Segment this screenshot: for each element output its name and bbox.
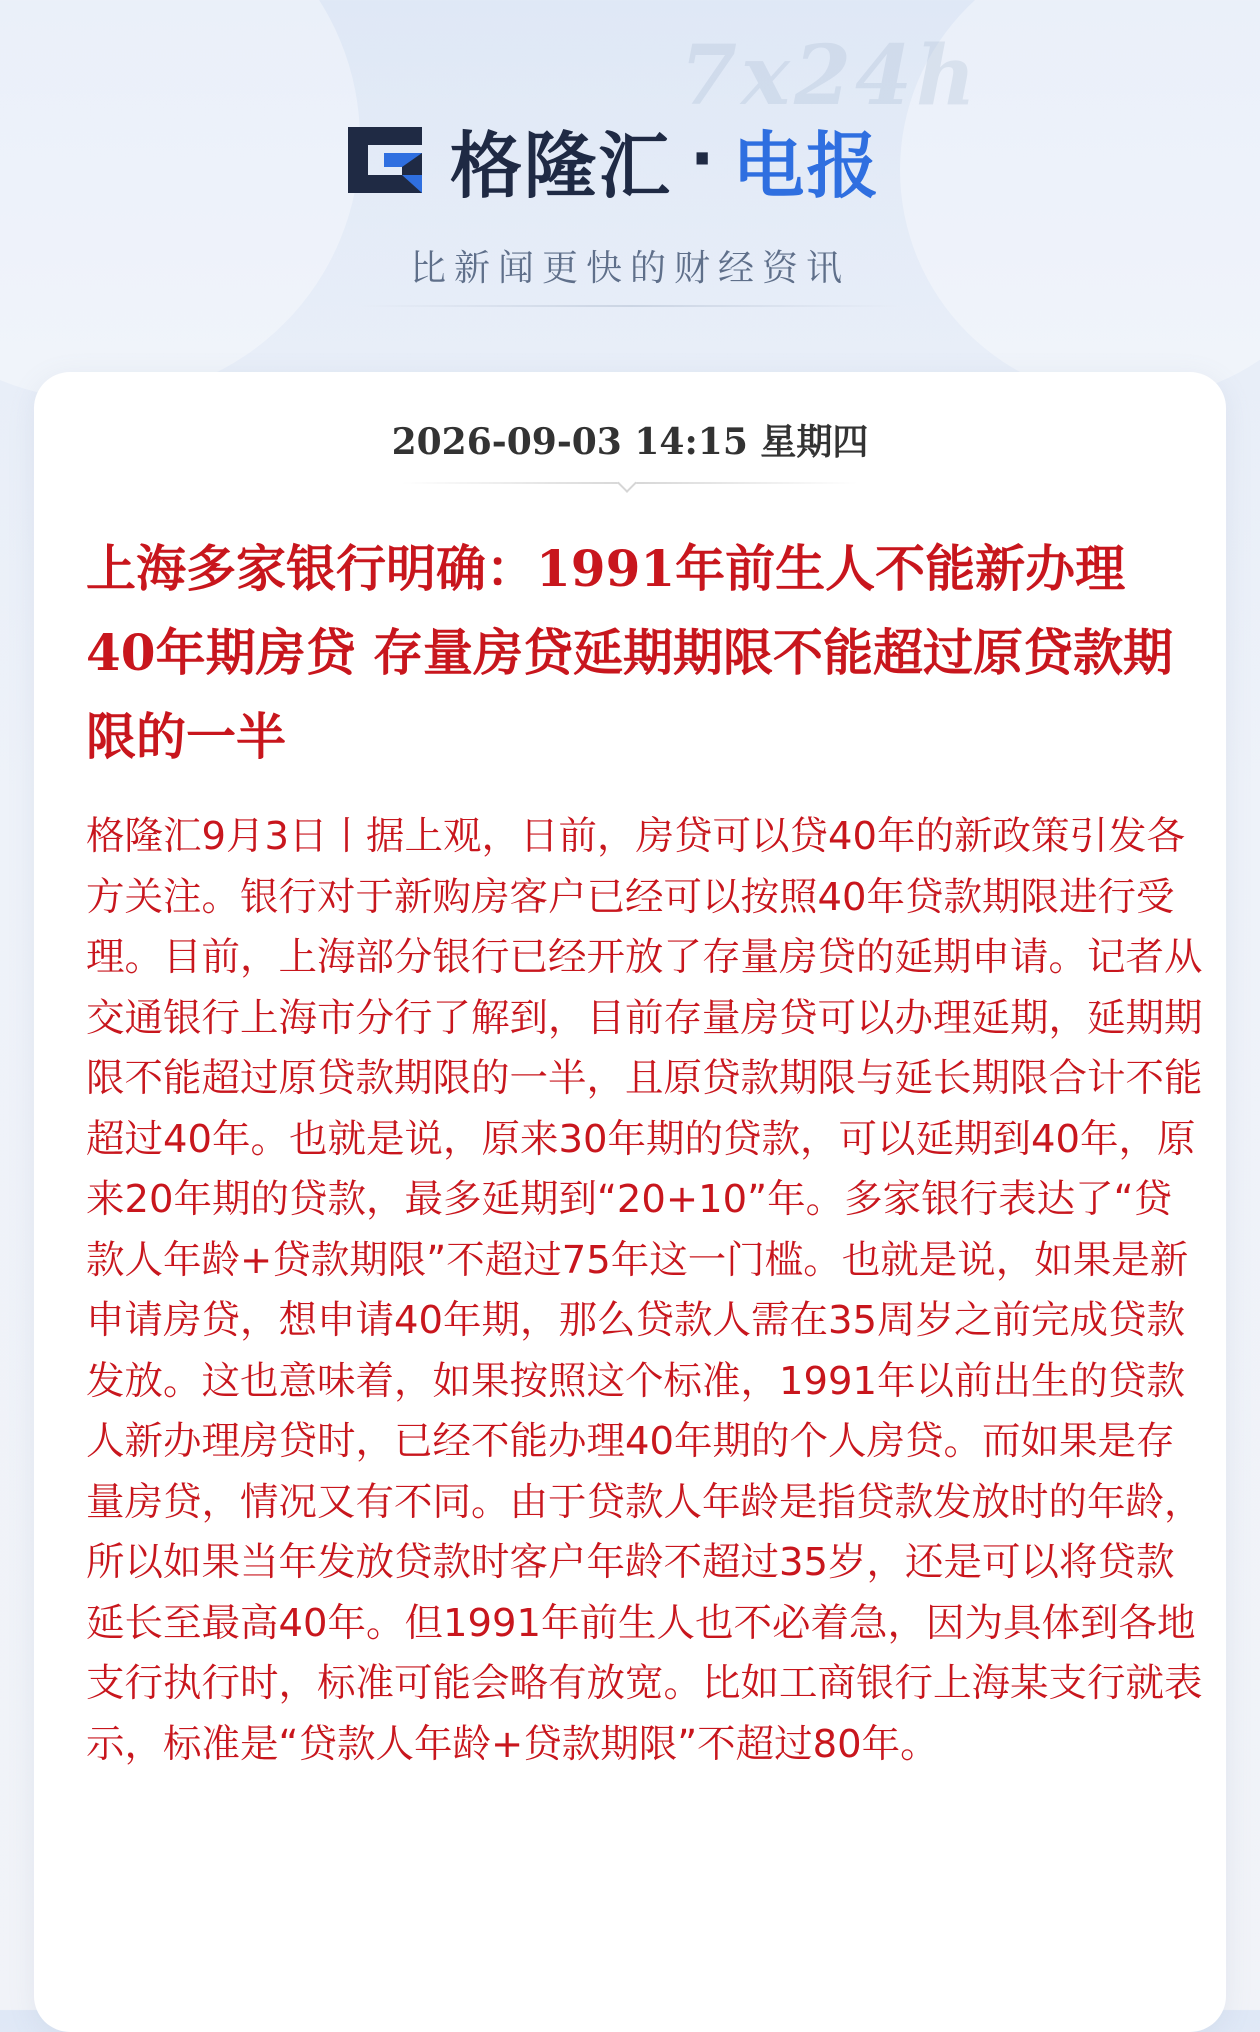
news-card [34, 372, 1226, 2032]
brand-logo [340, 110, 880, 210]
publish-datetime: 2026-09-03 14:15 星期四 [391, 421, 869, 463]
tagline: 比新闻更快的财经资讯 [409, 248, 850, 289]
tagline-divider [360, 305, 900, 307]
brand-logo-icon [340, 115, 430, 205]
tagline-container [0, 240, 1260, 291]
background-watermark: 7x24h [680, 28, 980, 124]
datetime-divider-notch [617, 473, 637, 493]
brand-separator: · [690, 123, 715, 197]
brand-subtitle: 电报 [732, 124, 881, 208]
brand-name: 格隆汇 [450, 124, 673, 208]
header [0, 110, 1260, 230]
article-headline: 上海多家银行明确：1991年前生人不能新办理40年期房贷 存量房贷延期期限不能超过原贷款期限的一半 [86, 539, 1173, 766]
article-body: 格隆汇9月3日丨据上观，日前，房贷可以贷40年的新政策引发各方关注。银行对于新购房客户已经可以按照40年贷款期限进行受理。目前，上海部分银行已经开放了存量房贷的延期申请。记者从交通银行上海市分行了解到，目前存量房贷可以办理延期，延期期限不能超过原贷款期限的一半，且原贷款期限与延长期限合计不能超过40年。也就是说，原来30年期的贷款，可以延期到40年，原来20年期的贷款，最多延期到“20+10”年。多家银行表达了“贷款人年龄+贷款期限”不超过75年这一门槛。也就是说，如果是新申请房贷，想申请40年期，那么贷款人需在35周岁之前完成贷款发放。这也意味着，如果按照这个标准，1991年以前出生的贷款人新办理房贷时，已经不能办理40年期的个人房贷。而如果是存量房贷，情况又有不同。由于贷款人年龄是指贷款发放时的年龄，所以如果当年发放贷款时客户年龄不超过35岁，还是可以将贷款延长至最高40年。但1991年前生人也不必着急，因为具体到各地支行执行时，标准可能会略有放宽。比如工商银行上海某支行就表示，标准是“贷款人年龄+贷款期限”不超过80年。 [86, 814, 1203, 1767]
